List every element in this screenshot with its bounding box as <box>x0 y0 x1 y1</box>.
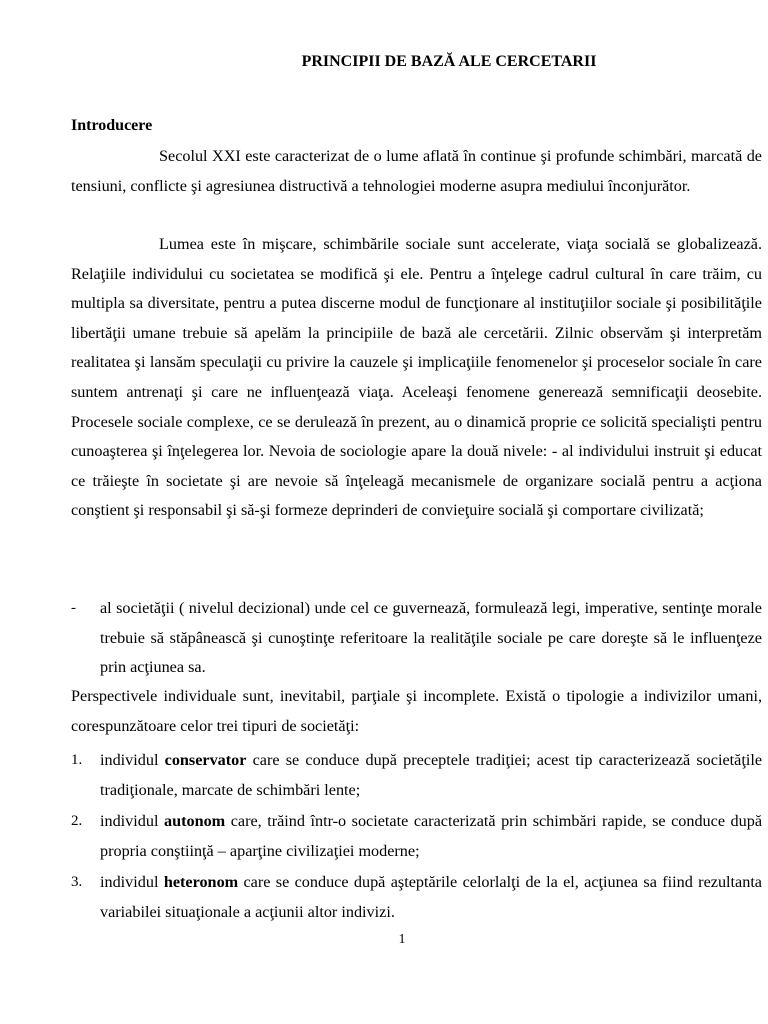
paragraph-3: Perspectivele individuale sunt, inevitabil, parţiale şi incomplete. Există o tipologie a indivizilor umani, corespunzătoare celor trei tipuri de societăţi: <box>71 687 762 735</box>
list-item-description: care, trăind într-o societate caracterizată prin schimbări rapide, se conduce după propria conştiinţă – aparţine civilizaţiei moderne; <box>100 812 763 860</box>
dash-list-item <box>71 594 762 683</box>
section-heading: Introducere <box>71 117 153 134</box>
paragraph-2: Lumea este în mişcare, schimbările sociale sunt accelerate, viaţa socială se globalizează. Relaţiile individului cu societatea se modifică şi ele. Pentru a înţelege cadrul cultural în care trăim, cu multipla sa diversitate, pentru a putea discerne modul de funcţionare al instituţiilor sociale şi posibilităţile libertăţii umane trebuie să apelăm la principiile de bază ale cercetării. Zilnic observăm şi interpretăm realitatea şi lansăm speculaţii cu privire la cauzele şi implicaţiile fenomenelor şi proceselor sociale în care suntem antrenaţi şi care ne influenţează viaţa. Aceleaşi fenomene generează semnificaţii deosebite. Procesele sociale complexe, ce se derulează în prezent, au o dinamică proprie ce solicită specialişti pentru cunoaşterea şi înţelegerea lor. Nevoia de sociologie apare la două nivele: - al individului instruit şi educat ce trăieşte în societate şi are nevoie să înţeleagă mecanismele de organizare socială pentru a acţiona conştient şi responsabil şi să-şi formeze deprinderi de convieţuire socială şi comportare civilizată; <box>71 235 762 520</box>
list-item-prefix: individul <box>100 751 165 769</box>
list-item-term: heteronom <box>163 873 239 892</box>
list-number: 2. <box>71 813 83 830</box>
list-item-term: autonom <box>164 812 226 831</box>
document-title: PRINCIPII DE BAZĂ ALE CERCETARII <box>301 53 597 70</box>
list-item-description: care se conduce după aşteptările celorlalţi de la el, acţiunea sa fiind rezultanta variabilei situaţionale a acţiunii altor indivizi. <box>100 873 762 921</box>
list-item-text <box>100 746 762 805</box>
numbered-list-item <box>71 807 762 866</box>
list-item-prefix: individul <box>100 812 164 831</box>
list-item-text <box>100 868 762 927</box>
dash-item-text: al societăţii ( nivelul decizional) unde cel ce guvernează, formulează legi, imperative, sentinţe morale trebuie să stăpânească şi cunoştinţe referitoare la realităţile sociale pe care doreşte să le influenţeze prin acţiunea sa. <box>100 599 762 677</box>
dash-marker: - <box>71 600 76 616</box>
list-item-description: care se conduce după preceptele tradiţiei; acest tip caracterizează societăţile tradiţionale, marcate de schimbări lente; <box>100 751 763 799</box>
numbered-list <box>71 746 762 928</box>
paragraph-1: Secolul XXI este caracterizat de o lume aflată în continue şi profunde schimbări, marcată de tensiuni, conflicte şi agresiunea distructivă a tehnologiei moderne asupra mediului înconjurător. <box>71 147 762 195</box>
list-number: 3. <box>71 874 83 891</box>
list-item-prefix: individul <box>100 873 164 892</box>
numbered-list-item <box>71 746 762 805</box>
list-number: 1. <box>71 752 83 768</box>
list-item-text <box>100 807 762 866</box>
page-number: 1 <box>398 932 406 947</box>
dash-list <box>71 594 762 683</box>
numbered-list-item <box>71 868 762 927</box>
list-item-term: conservator <box>164 751 247 769</box>
